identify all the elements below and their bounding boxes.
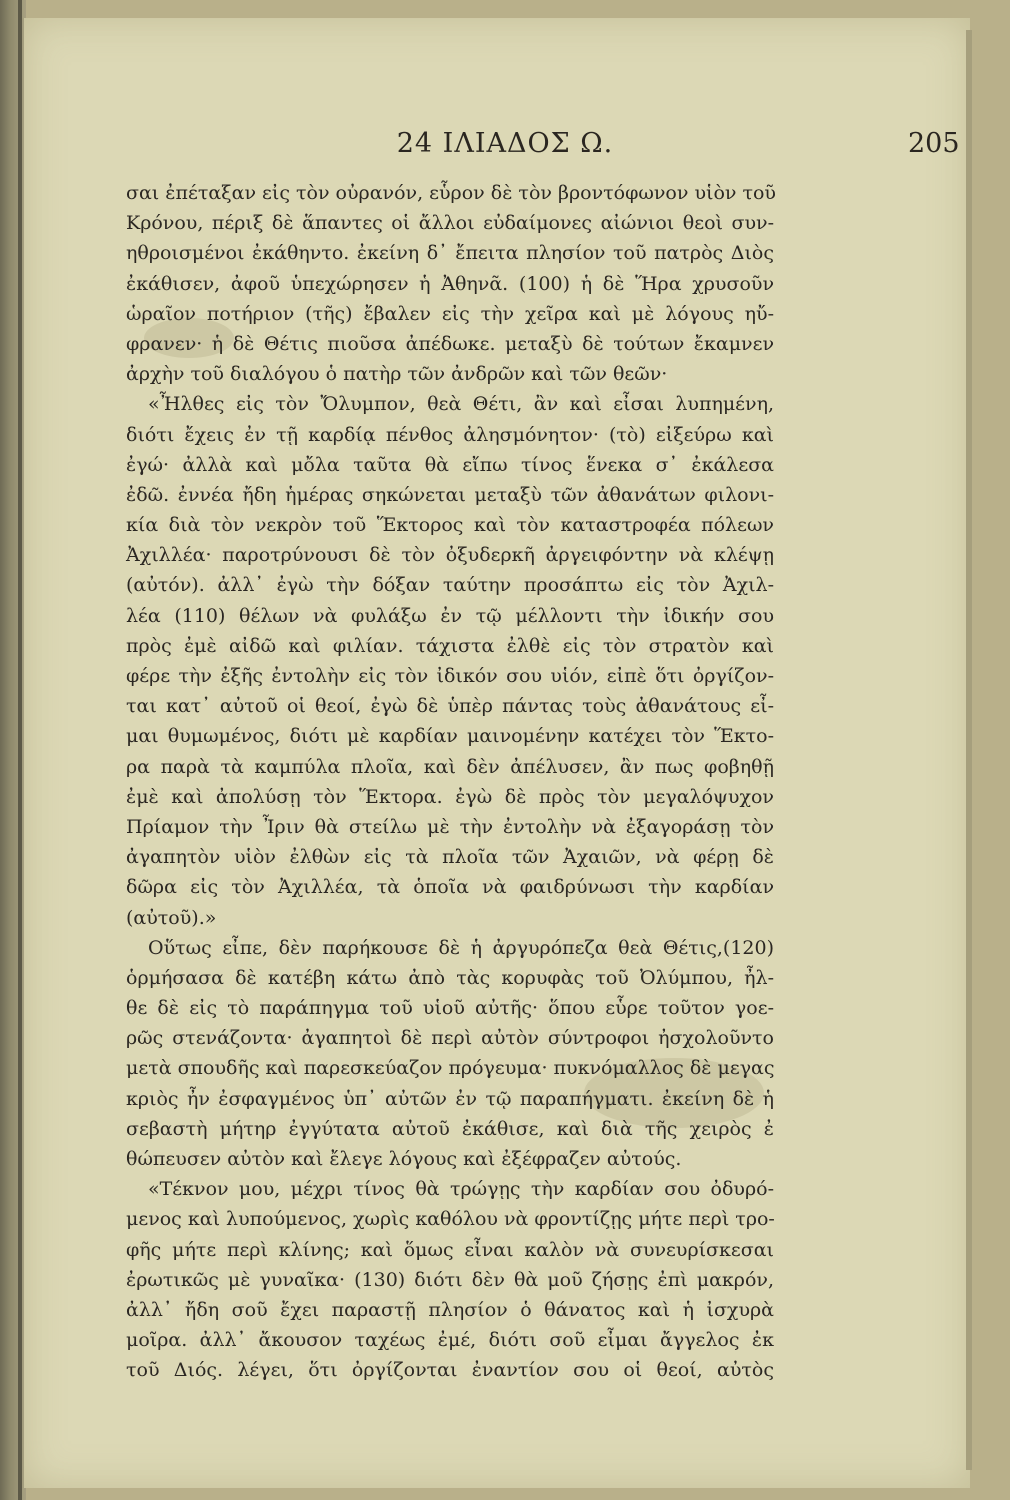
- text-line: λέα (110) θέλων νὰ φυλάξω ἐν τῷ μέλλοντι τὴν ἰδικήν σου: [126, 604, 774, 627]
- text-line: ται κατ᾽ αὐτοῦ οἱ θεοί, ἐγὼ δὲ ὑπὲρ πάντας τοὺς ἀθανάτους εἶ-: [126, 695, 774, 718]
- text-line: διότι ἔχεις ἐν τῇ καρδίᾳ πένθος ἀλησμόνητον· (τὸ) εἰξεύρω καὶ: [126, 423, 774, 446]
- text-line: «Τέκνον μου, μέχρι τίνος θὰ τρώγῃς τὴν καρδίαν σου ὀδυρό-: [148, 1178, 774, 1201]
- text-line: φέρε τὴν ἐξῆς ἐντολὴν εἰς τὸν ἰδικόν σου υἱόν, εἰπὲ ὅτι ὀργίζον-: [126, 665, 774, 687]
- page-number: 205: [908, 128, 960, 159]
- text-line: πρὸς ἐμὲ αἰδῶ καὶ φιλίαν. τάχιστα ἐλθὲ εἰς τὸν στρατὸν καὶ: [126, 634, 774, 657]
- text-line: κριὸς ἦν ἐσφαγμένος ὑπ᾽ αὐτῶν ἐν τῷ παραπήγματι. ἐκείνη δὲ ἡ: [126, 1087, 774, 1110]
- text-line: ἀρχὴν τοῦ διαλόγου ὁ πατὴρ τῶν ἀνδρῶν καὶ τῶν θεῶν·: [126, 363, 668, 386]
- text-line: ἐγώ· ἀλλὰ καὶ μὄλα ταῦτα θὰ εἴπω τίνος ἕνεκα σ᾽ ἐκάλεσα: [126, 453, 774, 476]
- text-line: μενος καὶ λυπούμενος, χωρὶς καθόλου νὰ φροντίζῃς μήτε περὶ τρο-: [126, 1208, 775, 1231]
- text-line: τοῦ Διός. λέγει, ὅτι ὀργίζονται ἐναντίον σου οἱ θεοί, αὐτὸς: [126, 1359, 774, 1382]
- text-line: θε δὲ εἰς τὸ παράπηγμα τοῦ υἱοῦ αὐτῆς· ὅπου εὗρε τοῦτον γοε-: [126, 997, 774, 1020]
- text-line: ὁρμήσασα δὲ κατέβη κάτω ἀπὸ τὰς κορυφὰς τοῦ Ὀλύμπου, ἦλ-: [126, 966, 774, 989]
- text-line: ἐρωτικῶς μὲ γυναῖκα· (130) διότι δὲν θὰ μοῦ ζήσῃς ἐπὶ μακρόν,: [126, 1268, 774, 1291]
- binding-edge: [18, 0, 22, 1500]
- text-line: ἐμὲ καὶ ἀπολύσῃ τὸν Ἕκτορα. ἐγὼ δὲ πρὸς τὸν μεγαλόψυχον: [126, 785, 774, 808]
- text-line: μαι θυμωμένος, διότι μὲ καρδίαν μαινομένην κατέχει τὸν Ἕκτο-: [126, 725, 774, 748]
- text-line: σαι ἐπέταξαν εἰς τὸν οὐρανόν, εὗρον δὲ τὸν βροντόφωνον υἱὸν τοῦ: [126, 182, 776, 204]
- text-line: (αὐτοῦ).»: [126, 906, 217, 929]
- page-edge: [966, 30, 972, 1470]
- text-line: Οὕτως εἶπε, δὲν παρήκουσε δὲ ἡ ἀργυρόπεζα θεὰ Θέτις,(120): [148, 936, 774, 959]
- text-line: ρα παρὰ τὰ καμπύλα πλοῖα, καὶ δὲν ἀπέλυσεν, ἂν πως φοβηθῇ: [126, 755, 774, 778]
- text-line: κία διὰ τὸν νεκρὸν τοῦ Ἕκτορος καὶ τὸν καταστροφέα πόλεων: [126, 514, 774, 537]
- text-line: μετὰ σπουδῆς καὶ παρεσκεύαζον πρόγευμα· πυκνόμαλλος δὲ μεγας: [126, 1057, 775, 1080]
- text-line: Πρίαμον τὴν Ἶριν θὰ στείλω μὲ τὴν ἐντολὴν νὰ ἐξαγοράσῃ τὸν: [126, 815, 774, 838]
- text-line: ἀλλ᾽ ἤδη σοῦ ἔχει παραστῇ πλησίον ὁ θάνατος καὶ ἡ ἰσχυρὰ: [126, 1298, 774, 1321]
- body-text: [126, 178, 774, 1386]
- text-line: ἐκάθισεν, ἀφοῦ ὑπεχώρησεν ἡ Ἀθηνᾶ. (100) ἡ δὲ Ἥρα χρυσοῦν: [126, 272, 774, 295]
- text-line: ηθροισμένοι ἐκάθηντο. ἐκείνη δ᾽ ἔπειτα πλησίον τοῦ πατρὸς Διὸς: [126, 242, 774, 265]
- text-line: μοῖρα. ἀλλ᾽ ἄκουσον ταχέως ἐμέ, διότι σοῦ εἶμαι ἄγγελος ἐκ: [126, 1329, 774, 1352]
- book-binding: [0, 0, 26, 1500]
- text-line: (αὐτόν). ἀλλ᾽ ἐγὼ τὴν δόξαν ταύτην προσάπτω εἰς τὸν Ἀχιλ-: [126, 574, 774, 597]
- text-line: φρανεν· ἡ δὲ Θέτις πιοῦσα ἀπέδωκε. μεταξὺ δὲ τούτων ἔκαμνεν: [126, 332, 774, 355]
- text-line: Ἀχιλλέα· παροτρύνουσι δὲ τὸν ὀξυδερκῆ ἀργειφόντην νὰ κλέψῃ: [126, 544, 774, 567]
- text-line: ὡραῖον ποτήριον (τῆς) ἔβαλεν εἰς τὴν χεῖρα καὶ μὲ λόγους ηὔ-: [126, 302, 774, 325]
- text-line: ἀγαπητὸν υἱὸν ἐλθὼν εἰς τὰ πλοῖα τῶν Ἀχαιῶν, νὰ φέρῃ δὲ: [126, 846, 774, 869]
- text-line: δῶρα εἰς τὸν Ἀχιλλέα, τὰ ὁποῖα νὰ φαιδρύνωσι τὴν καρδίαν: [126, 876, 774, 899]
- page-header: [0, 128, 1010, 168]
- text-line: ρῶς στενάζοντα· ἀγαπητοὶ δὲ περὶ αὐτὸν σύντροφοι ἠσχολοῦντο: [126, 1027, 774, 1050]
- text-line: ἐδῶ. ἐννέα ἤδη ἡμέρας σηκώνεται μεταξὺ τῶν ἀθανάτων φιλονι-: [126, 483, 774, 506]
- text-line: θώπευσεν αὐτὸν καὶ ἔλεγε λόγους καὶ ἐξέφραζεν αὐτούς.: [126, 1148, 682, 1170]
- text-line: σεβαστὴ μήτηρ ἐγγύτατα αὐτοῦ ἐκάθισε, καὶ διὰ τῆς χειρὸς ἐ: [126, 1117, 774, 1140]
- text-line: «Ἦλθες εἰς τὸν Ὄλυμπον, θεὰ Θέτι, ἂν καὶ εἶσαι λυπημένη,: [148, 393, 774, 416]
- text-line: Κρόνου, πέριξ δὲ ἅπαντες οἱ ἄλλοι εὐδαίμονες αἰώνιοι θεοὶ συν-: [126, 212, 774, 235]
- running-title: 24 ΙΛΙΑΔΟΣ Ω.: [396, 128, 614, 159]
- text-line: φῆς μήτε περὶ κλίνης; καὶ ὅμως εἶναι καλὸν νὰ συνευρίσκεσαι: [126, 1238, 774, 1261]
